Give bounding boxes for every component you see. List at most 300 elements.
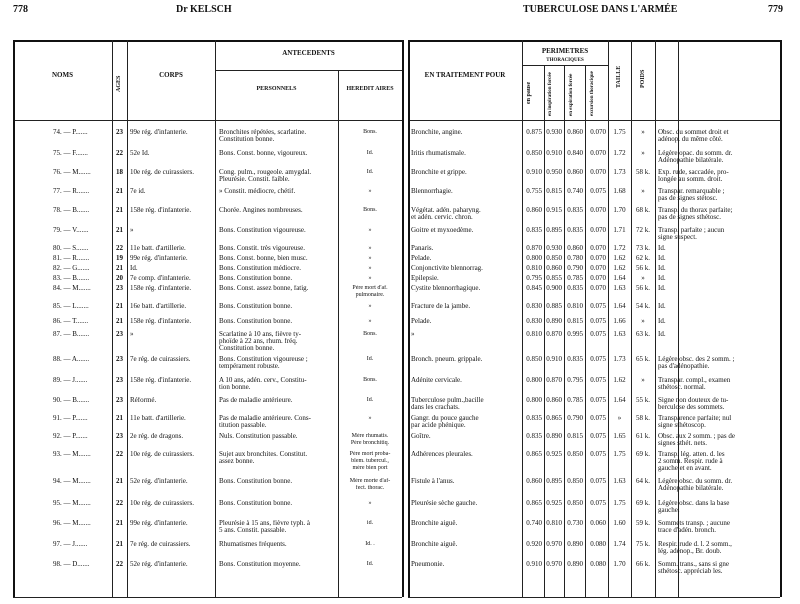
row-personnels-line: Bons. Const. bonne, bien musc. — [219, 255, 308, 262]
row-poids: 62 k. — [636, 255, 650, 262]
row-age: 22 — [116, 500, 123, 507]
perimetres-rule — [522, 65, 608, 66]
row-hereditaires-line: Id. — [366, 561, 374, 567]
row-observation-line: Adénopathie bilatérale. — [658, 157, 724, 165]
row-observation-line: Légère obsc. du somm. dr. — [658, 478, 733, 485]
row-name: 87. — B....... — [53, 331, 90, 338]
row-personnels-line: tion bonne. — [219, 384, 251, 392]
row-observation-line: Transparence parfaite; nul — [658, 415, 732, 422]
row-excursion: 0.075 — [590, 356, 606, 363]
row-taille: 1.73 — [613, 169, 626, 176]
header-antecedents: ANTÉCÉDENTS — [282, 50, 335, 57]
row-age: 22 — [116, 561, 123, 568]
row-pause: 0.865 — [526, 500, 542, 507]
header-thoraciques: THORACIQUES — [546, 58, 584, 63]
row-hereditaires-line: Id. — [366, 150, 374, 156]
header-perimetres: PÉRIMÈTRES — [541, 48, 589, 55]
row-name: 95. — M....... — [53, 500, 91, 507]
row-inspiration: 0.900 — [546, 285, 562, 292]
row-age: 23 — [116, 377, 123, 384]
row-traitement-line: Végétat. adén. paharyng. — [411, 207, 481, 214]
row-name: 91. — P....... — [53, 415, 88, 422]
row-inspiration: 0.890 — [546, 433, 562, 440]
row-pause: 0.860 — [526, 478, 542, 485]
row-inspiration: 0.890 — [546, 318, 562, 325]
row-personnels-line: Pleurésie à 15 ans, fièvre typh. à — [219, 520, 310, 527]
row-corps: 11e batt. d'artillerie. — [130, 245, 186, 252]
row-taille: 1.74 — [613, 541, 626, 548]
row-observation-line: Id. — [658, 303, 666, 310]
row-excursion: 0.075 — [590, 331, 606, 338]
row-expiration: 0.730 — [567, 520, 583, 527]
row-age: 21 — [116, 227, 123, 234]
row-observation-line: Transp. parfaite ; aucun — [658, 227, 725, 234]
row-excursion: 0.075 — [590, 415, 606, 422]
header-bottom-rule — [408, 120, 780, 121]
row-traitement-line: Bronchite aiguë. — [411, 520, 458, 527]
row-corps: » — [130, 331, 134, 338]
row-hereditaires-line: » — [368, 265, 372, 271]
row-personnels-line: Constitution bonne. — [219, 136, 275, 144]
row-observation-line: Id. — [658, 275, 666, 282]
row-taille: 1.65 — [613, 433, 626, 440]
row-traitement-line: Pelade. — [411, 318, 432, 325]
row-hereditaires-line: blem. tubercul., — [351, 458, 389, 465]
row-observation-line: Obsc. aux 2 somm. ; pas de — [658, 433, 735, 440]
row-personnels-line: Bronchites répétées, scarlatine. — [219, 129, 307, 136]
row-observation-line: signe suspect. — [658, 234, 697, 242]
row-personnels-line: 5 ans. Constit. passable. — [219, 527, 287, 535]
row-corps: 158e rég. d'infanterie. — [130, 318, 192, 325]
row-pause: 0.910 — [526, 561, 542, 568]
row-pause: 0.860 — [526, 207, 542, 214]
row-corps: 10e rég. de cuirassiers. — [130, 500, 194, 507]
column-rule — [127, 40, 128, 597]
row-poids: 72 k. — [636, 227, 650, 234]
row-observation-line: lég. adénop., Br. doub. — [658, 548, 722, 556]
row-observation-line: signe sthétoscop. — [658, 422, 706, 430]
row-inspiration: 0.855 — [546, 275, 562, 282]
row-age: 23 — [116, 433, 123, 440]
row-excursion: 0.075 — [590, 188, 606, 195]
row-name: 96. — M....... — [53, 520, 91, 527]
row-personnels-line: tempérament robuste. — [219, 363, 280, 371]
row-taille: 1.62 — [613, 377, 626, 384]
column-rule — [13, 40, 15, 597]
row-corps: 158e rég. d'infanterie. — [130, 207, 192, 214]
row-poids: 65 k. — [636, 356, 650, 363]
row-observation-line: Légère opac. du somm. dr. — [658, 150, 733, 157]
row-expiration: 0.785 — [567, 275, 583, 282]
row-age: 21 — [116, 520, 123, 527]
row-excursion: 0.070 — [590, 285, 606, 292]
row-name: 78. — B....... — [53, 207, 90, 214]
title-header: TUBERCULOSE DANS L'ARMÉE — [523, 4, 678, 15]
row-name: 76. — M....... — [53, 169, 91, 176]
row-name: 77. — R....... — [53, 188, 90, 195]
row-pause: 0.795 — [526, 275, 542, 282]
row-hereditaires-line: » — [368, 500, 372, 506]
row-name: 85. — L....... — [53, 303, 89, 310]
row-personnels-line: Bons. Constitution bonne. — [219, 275, 293, 282]
row-expiration: 0.785 — [567, 397, 583, 404]
row-corps: Id. — [130, 265, 138, 272]
row-traitement-line: Iritis rhumatismale. — [411, 150, 466, 157]
row-inspiration: 0.930 — [546, 129, 562, 136]
row-observation-line: Id. — [658, 265, 666, 272]
row-inspiration: 0.815 — [546, 188, 562, 195]
row-age: 20 — [116, 275, 123, 282]
row-excursion: 0.080 — [590, 561, 606, 568]
row-observation-line: berculose des sommets. — [658, 404, 725, 412]
column-rule — [655, 40, 656, 597]
row-observation-line: longée au somm. droit. — [658, 176, 723, 184]
row-age: 23 — [116, 397, 123, 404]
row-age: 21 — [116, 541, 123, 548]
row-poids: » — [641, 188, 645, 195]
row-excursion: 0.075 — [590, 318, 606, 325]
row-pause: 0.865 — [526, 451, 542, 458]
row-inspiration: 0.885 — [546, 303, 562, 310]
row-poids: » — [641, 318, 645, 325]
row-corps: 52e rég. d'infanterie. — [130, 561, 188, 568]
row-expiration: 0.850 — [567, 500, 583, 507]
row-corps: » — [130, 227, 134, 234]
row-observation-line: Respir. rude d. l. 2 somm., — [658, 541, 732, 548]
right-page-number: 779 — [768, 4, 783, 15]
row-hereditaires-line: Bons. — [363, 129, 377, 135]
row-name: 88. — A....... — [53, 356, 90, 363]
row-poids: 58 k. — [636, 415, 650, 422]
row-name: 94. — M....... — [53, 478, 91, 485]
row-inspiration: 0.850 — [546, 255, 562, 262]
row-observation-line: Transp. du thorax parfaite; — [658, 207, 733, 214]
row-name: 98. — D....... — [53, 561, 90, 568]
header-noms: NOMS — [52, 72, 73, 79]
row-observation-line: Id. — [658, 255, 666, 262]
row-excursion: 0.060 — [590, 520, 606, 527]
row-traitement-line: Pneumonie. — [411, 561, 445, 568]
row-inspiration: 0.950 — [546, 169, 562, 176]
row-inspiration: 0.860 — [546, 265, 562, 272]
row-excursion: 0.070 — [590, 275, 606, 282]
row-personnels-line: titution passable. — [219, 422, 267, 430]
row-inspiration: 0.970 — [546, 541, 562, 548]
row-pause: 0.875 — [526, 129, 542, 136]
row-age: 19 — [116, 255, 123, 262]
row-poids: » — [641, 129, 645, 136]
row-inspiration: 0.915 — [546, 207, 562, 214]
row-taille: 1.64 — [613, 397, 626, 404]
row-personnels-line: Bons. Const. assez bonne, fatig. — [219, 285, 309, 292]
row-inspiration: 0.910 — [546, 356, 562, 363]
row-traitement-line: et adén. cervic. chron. — [411, 214, 473, 222]
column-rule — [408, 40, 410, 597]
row-personnels-line: Bons. Const. bonne, vigoureux. — [219, 150, 308, 157]
row-expiration: 0.815 — [567, 433, 583, 440]
row-excursion: 0.070 — [590, 255, 606, 262]
row-personnels-line: Bons. Constitution moyenne. — [219, 561, 301, 568]
row-pause: 0.870 — [526, 245, 542, 252]
row-observation-line: pas d'adénopathie. — [658, 363, 710, 371]
row-personnels-line: Rhumatismes fréquents. — [219, 541, 287, 548]
row-excursion: 0.070 — [590, 265, 606, 272]
row-poids: 68 k. — [636, 207, 650, 214]
row-taille: » — [617, 415, 622, 422]
row-personnels-line: Cong. pulm., rougeole. amygdal. — [219, 169, 312, 176]
row-age: 18 — [116, 169, 123, 176]
row-excursion: 0.070 — [590, 207, 606, 214]
row-expiration: 0.810 — [567, 303, 583, 310]
row-corps: 2e rég. de dragons. — [130, 433, 184, 440]
row-expiration: 0.835 — [567, 207, 583, 214]
row-expiration: 0.890 — [567, 541, 583, 548]
row-poids: 61 k. — [636, 433, 650, 440]
row-pause: 0.800 — [526, 397, 542, 404]
row-hereditaires-line: Mère rhumatis. — [351, 433, 389, 439]
column-rule — [402, 40, 404, 597]
row-personnels-line: Bons. Constitution médiocre. — [219, 265, 302, 272]
row-personnels-line: Bons. Constitution bonne. — [219, 303, 293, 310]
row-taille: 1.68 — [613, 188, 626, 195]
row-personnels-line: » Constit. médiocre, chétif. — [219, 188, 296, 195]
row-excursion: 0.075 — [590, 478, 606, 485]
row-pause: 0.740 — [526, 520, 542, 527]
column-rule — [215, 40, 216, 597]
row-personnels-line: Chorée. Angines nombreuses. — [219, 207, 303, 214]
row-poids: 58 k. — [636, 169, 650, 176]
row-inspiration: 0.870 — [546, 331, 562, 338]
row-traitement-line: Blennorrhagie. — [411, 188, 453, 195]
row-hereditaires-line: » — [368, 415, 372, 421]
row-hereditaires-line: Père mort d'af. — [352, 285, 388, 291]
row-corps: 7e comp. d'infanterie. — [130, 275, 191, 282]
row-taille: 1.75 — [613, 500, 626, 507]
row-observation-line: pas de signes sthétosc. — [658, 214, 721, 222]
row-observation-line: sthétosc. appréciab les. — [658, 568, 723, 576]
row-expiration: 0.835 — [567, 356, 583, 363]
row-pause: 0.810 — [526, 331, 542, 338]
row-excursion: 0.075 — [590, 397, 606, 404]
row-poids: 69 k. — [636, 451, 650, 458]
row-taille: 1.64 — [613, 303, 626, 310]
row-pause: 0.910 — [526, 169, 542, 176]
row-taille: 1.70 — [613, 561, 626, 568]
row-traitement-line: Adénite cervicale. — [411, 377, 462, 384]
row-age: 21 — [116, 207, 123, 214]
row-age: 23 — [116, 285, 123, 292]
table-top-rule — [408, 40, 780, 42]
row-personnels-line: Scarlatine à 10 ans, fièvre ty- — [219, 331, 302, 338]
row-hereditaires-line: Id. — [366, 169, 374, 175]
row-age: 23 — [116, 331, 123, 338]
row-pause: 0.835 — [526, 433, 542, 440]
row-hereditaires-line: Mère morte d'af- — [349, 478, 391, 484]
row-traitement-line: Pleurésie sèche gauche. — [411, 500, 478, 507]
row-name: 93. — M....... — [53, 451, 91, 458]
row-personnels-line: A 10 ans, adén. cerv., Constitu- — [219, 377, 307, 384]
row-observation-line: pas de signes stétosc. — [658, 195, 718, 203]
row-traitement-line: Cystite blennorrhagique. — [411, 285, 481, 292]
row-name: 79. — V....... — [53, 227, 89, 234]
row-observation-line: Signe non douteux de tu- — [658, 397, 729, 404]
row-name: 92. — P....... — [53, 433, 88, 440]
row-poids: 63 k. — [636, 331, 650, 338]
row-age: 23 — [116, 129, 123, 136]
header-hereditaires: HÉRÉDIT AIRES — [346, 86, 394, 92]
row-traitement-line: Tuberculose pulm.,bacille — [411, 397, 484, 404]
row-pause: 0.845 — [526, 285, 542, 292]
row-observation-line: trace d'adén. bronch. — [658, 527, 717, 535]
row-traitement-line: » — [411, 331, 415, 338]
row-observation-line: Id. — [658, 285, 666, 292]
row-excursion: 0.070 — [590, 227, 606, 234]
row-name: 86. — T....... — [53, 318, 89, 325]
row-observation-line: Adénopathie bilatérale. — [658, 485, 724, 493]
row-age: 21 — [116, 303, 123, 310]
row-pause: 0.755 — [526, 188, 542, 195]
header-corps: CORPS — [159, 72, 183, 79]
row-hereditaires-line: » — [368, 318, 372, 324]
row-observation-line: Id. — [658, 245, 666, 252]
row-excursion: 0.075 — [590, 451, 606, 458]
row-corps: 158e rég. d'infanterie. — [130, 285, 192, 292]
row-taille: 1.70 — [613, 207, 626, 214]
row-expiration: 0.790 — [567, 265, 583, 272]
row-inspiration: 0.895 — [546, 227, 562, 234]
row-corps: 52e Id. — [130, 150, 150, 157]
row-personnels-line: Bons. Constitution vigoureuse ; — [219, 356, 308, 363]
row-traitement-line: Adhérences pleurales. — [411, 451, 473, 458]
row-observation-line: Somm. trans., sans si gne — [658, 561, 729, 568]
row-traitement-line: Bronchite aiguë. — [411, 541, 458, 548]
row-corps: 10e rég. de cuirassiers. — [130, 169, 194, 176]
header-poids: POIDS — [640, 69, 646, 88]
row-age: 21 — [116, 188, 123, 195]
row-observation-line: Sommets transp. ; aucune — [658, 520, 730, 527]
row-hereditaires-line: Père bronchitiq. — [350, 440, 390, 447]
row-hereditaires-line: Id. — [366, 397, 374, 403]
row-name: 83. — B....... — [53, 275, 90, 282]
row-age: 22 — [116, 150, 123, 157]
row-age: 21 — [116, 415, 123, 422]
row-poids: 64 k. — [636, 478, 650, 485]
row-excursion: 0.080 — [590, 541, 606, 548]
row-taille: 1.66 — [613, 318, 626, 325]
row-personnels-line: Pas de maladie antérieure. — [219, 397, 293, 404]
row-taille: 1.64 — [613, 275, 626, 282]
row-expiration: 0.850 — [567, 451, 583, 458]
row-observation-line: Exp. rude, saccadée, pro- — [658, 169, 729, 176]
row-age: 21 — [116, 318, 123, 325]
row-taille: 1.75 — [613, 129, 626, 136]
row-traitement-line: Panaris. — [411, 245, 434, 252]
row-traitement-line: Pelade. — [411, 255, 432, 262]
table-bottom-rule — [408, 597, 780, 598]
row-inspiration: 0.860 — [546, 397, 562, 404]
row-poids: 56 k. — [636, 285, 650, 292]
row-hereditaires-line: » — [368, 245, 372, 251]
row-pause: 0.810 — [526, 265, 542, 272]
row-observation-line: Transpar. remarquable ; — [658, 188, 725, 195]
row-excursion: 0.075 — [590, 500, 606, 507]
row-personnels-line: Bons. Constitution bonne. — [219, 318, 293, 325]
row-personnels-line: Bons. Constitution vigoureuse. — [219, 227, 306, 234]
row-corps: 10e rég. de cuirassiers. — [130, 451, 194, 458]
row-corps: 52e rég. d'infanterie. — [130, 478, 188, 485]
row-expiration: 0.780 — [567, 255, 583, 262]
row-poids: 66 k. — [636, 561, 650, 568]
header-excursion: excursion thoracique — [590, 71, 595, 116]
row-taille: 1.73 — [613, 356, 626, 363]
row-excursion: 0.075 — [590, 377, 606, 384]
row-traitement-line: dans les crachats. — [411, 404, 460, 412]
row-observation-line: signes sthét. nets. — [658, 440, 707, 448]
row-taille: 1.72 — [613, 245, 626, 252]
row-corps: 7e rég. de cuirassiers. — [130, 541, 191, 548]
row-expiration: 0.835 — [567, 227, 583, 234]
row-observation-line: Obsc. du sommet droit et — [658, 129, 729, 136]
row-traitement-line: Goître. — [411, 433, 431, 440]
header-inspiration: en inspiration forcée — [548, 72, 553, 116]
row-observation-line: sthétosc. normal. — [658, 384, 706, 392]
row-excursion: 0.070 — [590, 245, 606, 252]
row-name: 90. — B....... — [53, 397, 90, 404]
row-age: 21 — [116, 478, 123, 485]
row-inspiration: 0.865 — [546, 415, 562, 422]
row-name: 97. — J....... — [53, 541, 88, 548]
row-expiration: 0.850 — [567, 478, 583, 485]
row-pause: 0.920 — [526, 541, 542, 548]
row-expiration: 0.740 — [567, 188, 583, 195]
header-ages: AGES — [116, 75, 122, 92]
row-taille: 1.63 — [613, 331, 626, 338]
row-corps: 158e rég. d'infanterie. — [130, 377, 192, 384]
row-excursion: 0.070 — [590, 129, 606, 136]
row-expiration: 0.795 — [567, 377, 583, 384]
row-name: 84. — M....... — [53, 285, 91, 292]
row-expiration: 0.860 — [567, 129, 583, 136]
row-traitement-line: Bronchite, angine. — [411, 129, 463, 136]
row-observation-line: Transp. lég. atten. d. les — [658, 451, 725, 458]
row-poids: 55 k. — [636, 397, 650, 404]
row-name: 74. — P....... — [53, 129, 88, 136]
author-header: Dr KELSCH — [176, 4, 232, 15]
row-personnels-line: Pas de maladie antérieure. Cons- — [219, 415, 311, 422]
row-traitement-line: Fistule à l'anus. — [411, 478, 455, 485]
row-poids: 59 k. — [636, 520, 650, 527]
row-traitement-line: Goitre et myxoedème. — [411, 227, 474, 234]
row-age: 22 — [116, 245, 123, 252]
row-pause: 0.850 — [526, 356, 542, 363]
row-excursion: 0.075 — [590, 303, 606, 310]
row-hereditaires-line: Bons. — [363, 207, 377, 213]
row-corps: Réformé. — [130, 397, 157, 404]
column-rule — [780, 40, 782, 597]
row-poids: 75 k. — [636, 541, 650, 548]
row-taille: 1.75 — [613, 451, 626, 458]
row-personnels-line: assez bonne. — [219, 458, 255, 466]
header-traitement: EN TRAITEMENT POUR — [424, 72, 506, 79]
row-taille: 1.63 — [613, 285, 626, 292]
row-personnels-line: Bons. Constit. très vigoureuse. — [219, 245, 305, 252]
row-observation-line: Légère obsc. dans la base — [658, 500, 730, 507]
row-traitement-line: Conjonctivite blennorrag. — [411, 265, 483, 272]
row-pause: 0.830 — [526, 318, 542, 325]
row-personnels-line: Pleurésie. Constit. faible. — [219, 176, 290, 184]
row-poids: 73 k. — [636, 245, 650, 252]
row-name: 89. — J....... — [53, 377, 88, 384]
